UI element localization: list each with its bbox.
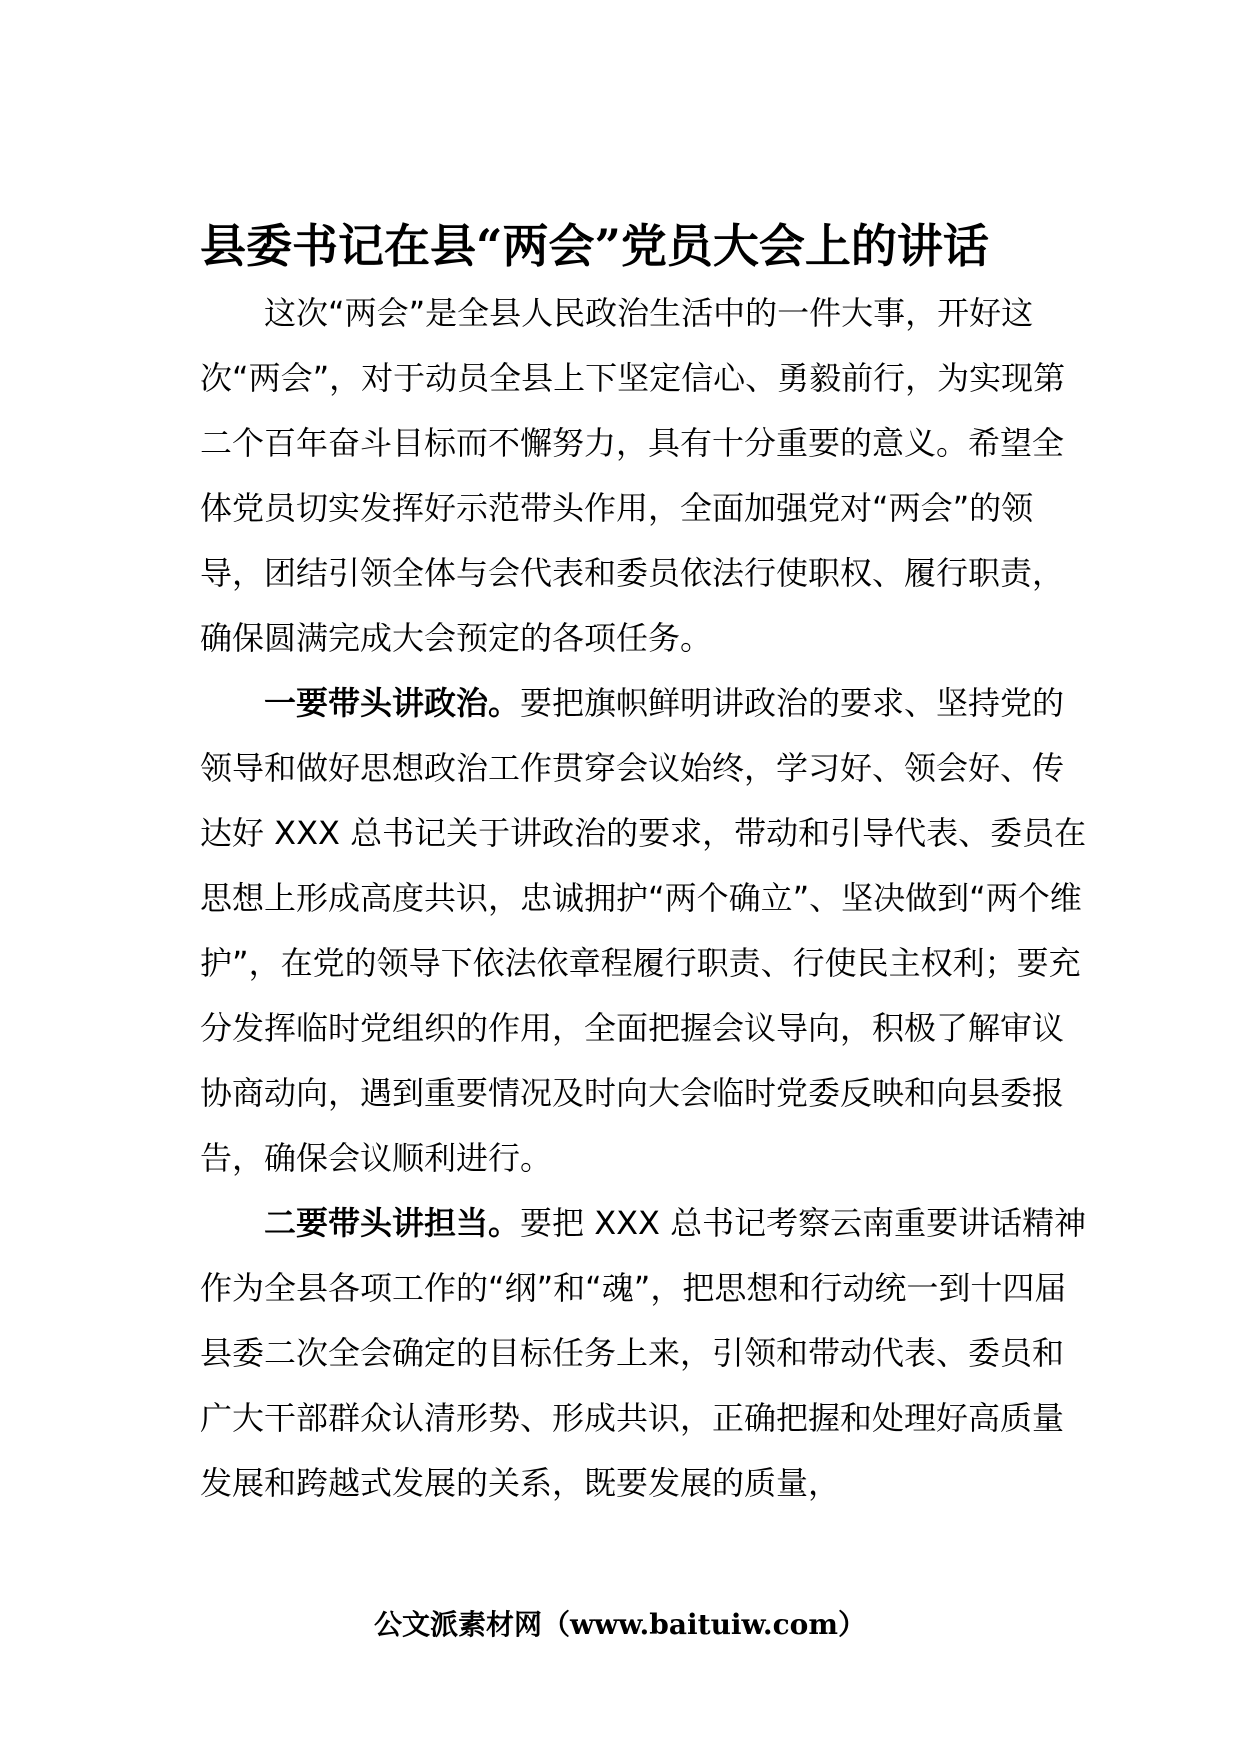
intro-paragraph: 这次“两会”是全县人民政治生活中的一件大事，开好这次“两会”，对于动员全县上下坚定信心、勇毅前行，为实现第二个百年奋斗目标而不懈努力，具有十分重要的意义。希望全体党员切实发挥好示范带头作用，全面加强党对“两会”的领导，团结引领全体与会代表和委员依法行使职权、履行职责，确保圆满完成大会预定的各项任务。 [200,294,1066,657]
section-paragraph-1 [200,671,1090,1191]
section-text-1: 要把旗帜鲜明讲政治的要求、坚持党的领导和做好思想政治工作贯穿会议始终，学习好、领会好、传达好 XXX 总书记关于讲政治的要求，带动和引导代表、委员在思想上形成高度共识，忠诚拥护“两个确立”、坚决做到“两个维护”，在党的领导下依法依章程履行职责、行使民主权利；要充分发挥临时党组织的作用，全面把握会议导向，积极了解审议协商动向，遇到重要情况及时向大会临时党委反映和向县委报告，确保会议顺利进行。 [200,684,1087,1177]
document-body [200,281,1090,1516]
footer-watermark: 公文派素材网（www.baituiw.com） [374,1608,866,1641]
section-paragraph-2 [200,1191,1090,1516]
document-title: 县委书记在县“两会”党员大会上的讲话 [200,219,989,273]
section-heading-1: 一要带头讲政治。 [264,684,521,722]
section-text-2: 要把 XXX 总书记考察云南重要讲话精神作为全县各项工作的“纲”和“魂”，把思想和行动统一到十四届县委二次全会确定的目标任务上来，引领和带动代表、委员和广大干部群众认清形势、形成共识，正确把握和处理好高质量发展和跨越式发展的关系，既要发展的质量， [200,1204,1087,1502]
section-heading-2: 二要带头讲担当。 [264,1204,521,1242]
